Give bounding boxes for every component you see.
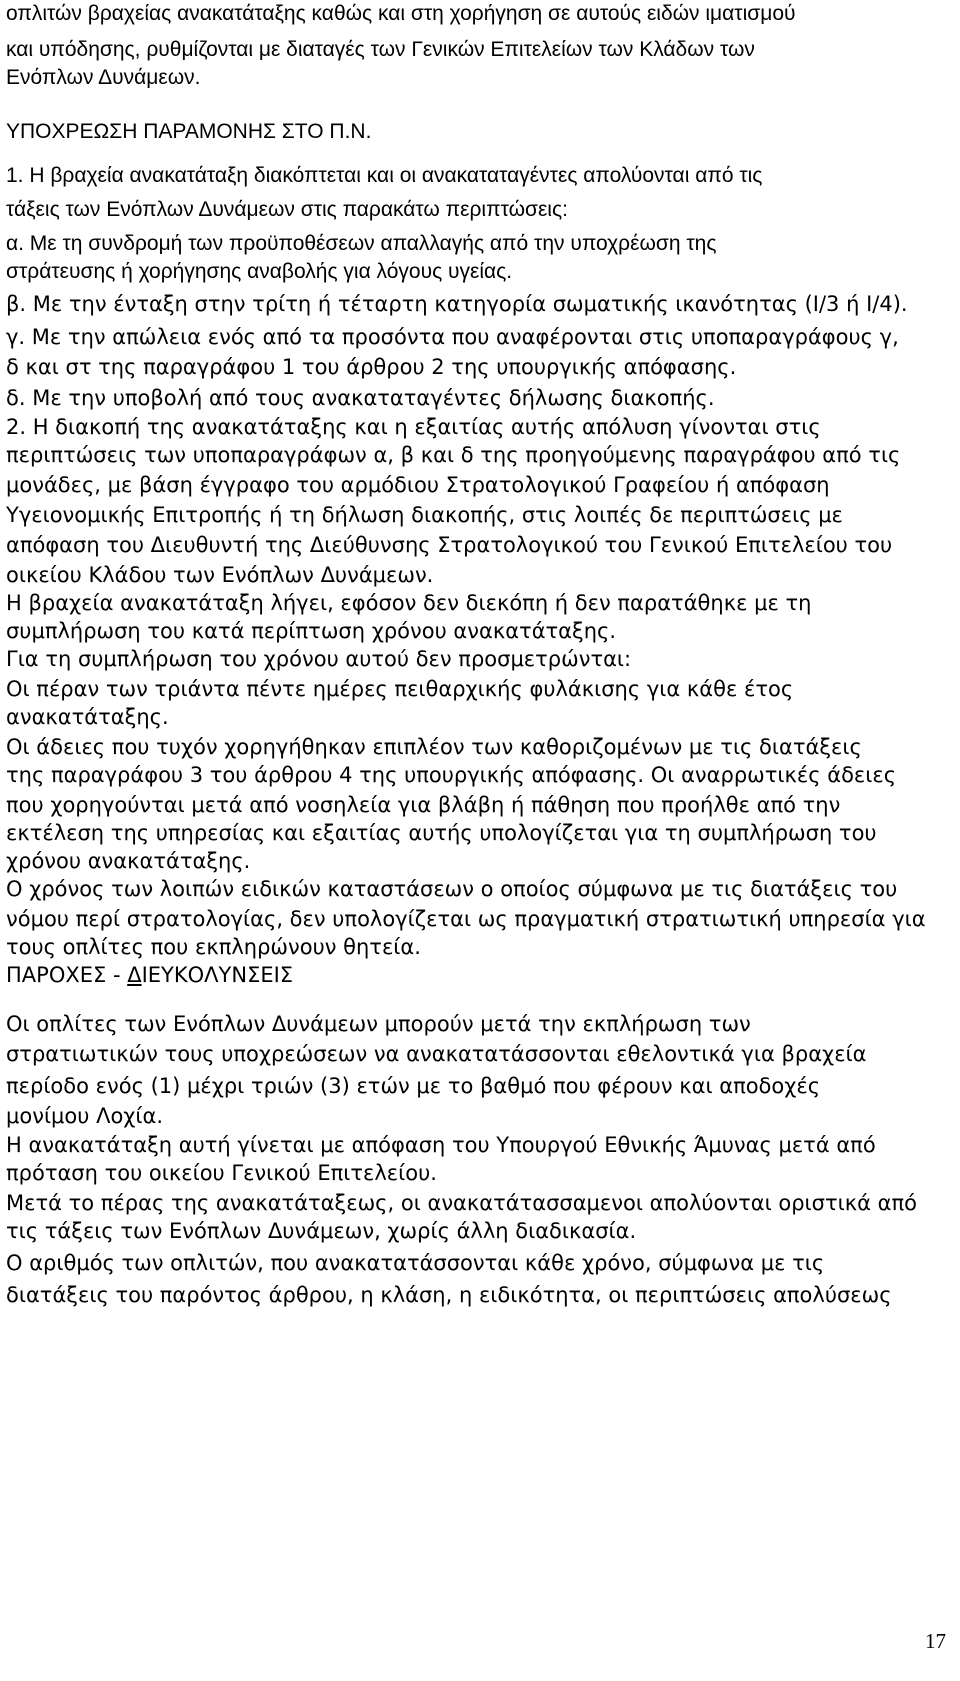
text-line: Οι οπλίτες των Ενόπλων Δυνάμεων μπορούν μετά την εκπλήρωση των [6, 1012, 751, 1036]
text-line: Η ανακατάταξη αυτή γίνεται με απόφαση του Υπουργού Εθνικής Άμυνας μετά από [6, 1133, 876, 1157]
text-line: Μετά το πέρας της ανακατάταξεως, οι ανακατάτασσαμενοι απολύονται οριστικά από [6, 1191, 917, 1215]
text-line: Η βραχεία ανακατάταξη λήγει, εφόσον δεν διεκόπη ή δεν παρατάθηκε με τη [6, 591, 812, 615]
text-line: εκτέλεση της υπηρεσίας και εξαιτίας αυτής υπολογίζεται για τη συμπλήρωση του [6, 821, 877, 845]
section-heading-benefits: ΠΑΡΟΧΕΣ - ΔΙΕΥΚΟΛΥΝΣΕΙΣ [6, 963, 294, 987]
text-line: α. Με τη συνδρομή των προϋποθέσεων απαλλαγής από την υποχρέωση της [6, 232, 717, 255]
text-line: μονάδες, με βάση έγγραφο του αρμόδιου Στρατολογικού Γραφείου ή απόφαση [6, 473, 830, 497]
text-line: β. Με την ένταξη στην τρίτη ή τέταρτη κατηγορία σωματικής ικανότητας (Ι/3 ή Ι/4). [6, 292, 908, 316]
text-line: νόμου περί στρατολογίας, δεν υπολογίζεται ως πραγματική στρατιωτική υπηρεσία για [6, 907, 926, 931]
text-line: και υπόδησης, ρυθμίζονται με διαταγές των Γενικών Επιτελείων των Κλάδων των [6, 38, 755, 61]
text-line: 2. Η διακοπή της ανακατάταξης και η εξαιτίας αυτής απόλυση γίνονται στις [6, 415, 821, 439]
text-line: στρατιωτικών τους υποχρεώσεων να ανακατατάσσονται εθελοντικά για βραχεία [6, 1042, 867, 1066]
text-line: περίοδο ενός (1) μέχρι τριών (3) ετών με το βαθμό που φέρουν και αποδοχές [6, 1074, 821, 1098]
text-line: της παραγράφου 3 του άρθρου 4 της υπουργικής απόφασης. Οι αναρρωτικές άδειες [6, 763, 897, 787]
text-line: δ και στ της παραγράφου 1 του άρθρου 2 της υπουργικής απόφασης. [6, 355, 737, 379]
section-heading-obligation: ΥΠΟΧΡΕΩΣΗ ΠΑΡΑΜΟΝΗΣ ΣΤΟ Π.Ν. [6, 120, 372, 143]
text-line: περιπτώσεις των υποπαραγράφων α, β και δ της προηγούμενης παραγράφου από τις [6, 443, 901, 467]
text-line: 1. Η βραχεία ανακατάταξη διακόπτεται και οι ανακαταταγέντες απολύονται από τις [6, 164, 763, 187]
text-line: μονίμου Λοχία. [6, 1104, 164, 1128]
text-line: απόφαση του Διευθυντή της Διεύθυνσης Στρατολογικού του Γενικού Επιτελείου του [6, 533, 893, 557]
text-line: Ενόπλων Δυνάμεων. [6, 66, 201, 89]
text-line: που χορηγούνται μετά από νοσηλεία για βλάβη ή πάθηση που προήλθε από την [6, 793, 841, 817]
page-number: 17 [925, 1629, 946, 1653]
text-line: Ο χρόνος των λοιπών ειδικών καταστάσεων ο οποίος σύμφωνα με τις διατάξεις του [6, 877, 898, 901]
text-line: τις τάξεις των Ενόπλων Δυνάμεων, χωρίς άλλη διαδικασία. [6, 1219, 637, 1243]
text-line: Οι άδειες που τυχόν χορηγήθηκαν επιπλέον των καθοριζομένων με τις διατάξεις [6, 735, 862, 759]
text-line: Υγειονομικής Επιτροπής ή τη δήλωση διακοπής, στις λοιπές δε περιπτώσεις με [6, 503, 843, 527]
text-line: Οι πέραν των τριάντα πέντε ημέρες πειθαρχικής φυλάκισης για κάθε έτος [6, 677, 794, 701]
text-line: πρόταση του οικείου Γενικού Επιτελείου. [6, 1161, 437, 1185]
text-line: τους οπλίτες που εκπληρώνουν θητεία. [6, 935, 421, 959]
text-line: Ο αριθμός των οπλιτών, που ανακατατάσσονται κάθε χρόνο, σύμφωνα με τις [6, 1251, 825, 1275]
text-line: Για τη συμπλήρωση του χρόνου αυτού δεν προσμετρώνται: [6, 647, 632, 671]
text-line: γ. Με την απώλεια ενός από τα προσόντα που αναφέρονται στις υποπαραγράφους γ, [6, 325, 899, 349]
text-line: στράτευσης ή χορήγησης αναβολής για λόγους υγείας. [6, 260, 513, 283]
text-line: χρόνου ανακατάταξης. [6, 849, 251, 873]
text-line: ανακατάταξης. [6, 705, 169, 729]
text-line: συμπλήρωση του κατά περίπτωση χρόνου ανακατάταξης. [6, 619, 617, 643]
text-line: διατάξεις του παρόντος άρθρου, η κλάση, η ειδικότητα, οι περιπτώσεις απολύσεως [6, 1283, 892, 1307]
text-line: οικείου Κλάδου των Ενόπλων Δυνάμεων. [6, 563, 434, 587]
text-line: δ. Με την υποβολή από τους ανακαταταγέντες δήλωσης διακοπής. [6, 386, 715, 410]
text-line: τάξεις των Ενόπλων Δυνάμεων στις παρακάτω περιπτώσεις: [6, 198, 568, 221]
text-line: οπλιτών βραχείας ανακατάταξης καθώς και στη χορήγηση σε αυτούς ειδών ιματισμού [6, 2, 796, 25]
